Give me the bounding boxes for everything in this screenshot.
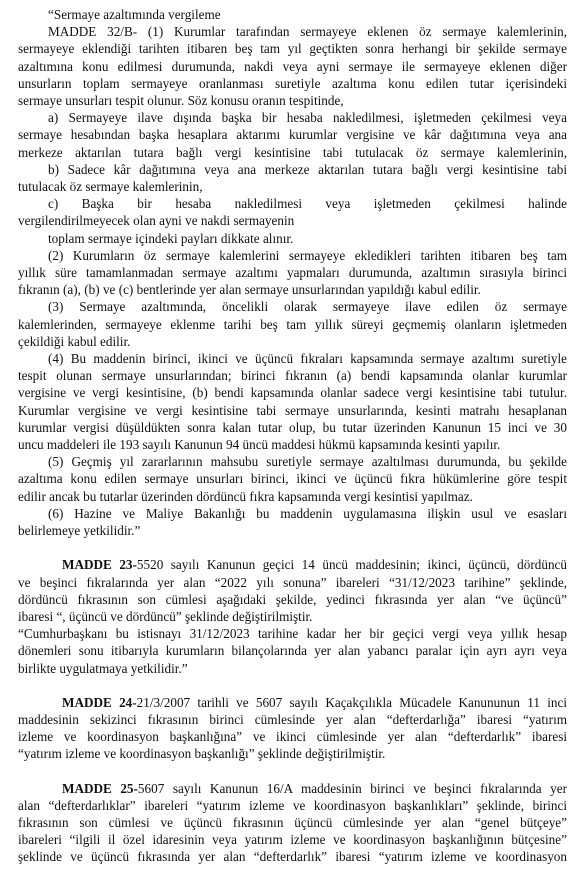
- article-text: 5520 sayılı Kanunun geçici 14 üncü maddesinin; ikinci, üçüncü, dördüncü: [136, 557, 567, 573]
- text-line: ibareleri “ilgili il özel idaresinin veya yatırım izleme ve koordinasyon başkanlığının bütçesine”: [18, 832, 567, 848]
- text-line: [18, 556, 567, 573]
- text-line: şeklinde ve üçüncü fıkrasında yer alan “defterdarlık” ibaresi “yatırım izleme ve koordinasyon: [18, 849, 567, 865]
- text-line: azaltıma konu edilen sermaye unsurları birinci, ikinci ve üçüncü fıkra hükümlerine göre tespit: [18, 471, 567, 487]
- text-line: a) Sermayeye ilave dışında başka bir hesaba nakledilmesi, işletmeden çekilmesi veya: [48, 110, 567, 126]
- article-text: 5607 sayılı Kanunun 16/A maddesinin birinci ve beşinci fıkralarında yer: [137, 780, 567, 796]
- text-line: c) Başka bir hesaba nakledilmesi veya işletmeden çekilmesi halinde: [48, 196, 567, 212]
- article-heading: MADDE 23-: [62, 557, 137, 573]
- madde-25-block: [18, 780, 567, 866]
- document-page: [18, 6, 567, 866]
- spacer: [18, 763, 567, 780]
- text-line: fıkrasının son cümlesi ve üçüncü fıkrasının üçüncü cümlesinde yer alan “genel bütçeye”: [18, 814, 567, 830]
- text-line: uncu maddeleri ile 193 sayılı Kanunun 94 üncü maddesi hükmü kapsamında kesinti yapılır.: [18, 437, 501, 453]
- madde-24-block: [18, 694, 567, 763]
- text-line: (2) Kurumların öz sermaye kalemlerini sermayeye ekledikleri tarihten itibaren beş tam: [48, 247, 567, 263]
- text-line: maddesinin sekizinci fıkrasının birinci cümlesinde yer alan “defterdarlığa” ibaresi “yatırım: [18, 711, 567, 727]
- text-line: (5) Geçmiş yıl zararlarının mahsubu suretiyle sermaye azaltılması durumunda, bu şekilde: [48, 454, 567, 470]
- text-line: vergilendirilmeyecek olan ayni ve nakdi sermayenin: [18, 213, 295, 229]
- text-line: MADDE 32/B- (1) Kurumlar tarafından sermayeye eklenen öz sermaye kalemlerinin,: [48, 24, 567, 40]
- text-line: sermayeye eklendiği tarihten itibaren beş tam yıl geçtikten sonra herhangi bir şekilde sermaye: [18, 41, 567, 57]
- text-line: [18, 780, 567, 797]
- text-line: toplam sermaye içindeki payları dikkate alınır.: [48, 230, 294, 246]
- text-line: alan “defterdarlıklar” ibareleri “yatırım izleme ve koordinasyon başkanlıkları” şeklinde, birinci: [18, 797, 567, 813]
- text-line: ve beşinci fıkralarında yer alan “2022 yılı sonuna” ibareleri “31/12/2023 tarihine” şeklinde,: [18, 574, 567, 590]
- text-line: tespit olunan sermaye unsurlarından; birinci fıkranın (a) bendi kapsamında olanlar kurumlar: [18, 368, 567, 384]
- article-heading: MADDE 24-: [62, 694, 137, 710]
- text-line: edilir ancak bu tutarlar üzerinden dördüncü fıkra kapsamında vergi kesintisi yapılmaz.: [18, 488, 473, 504]
- text-line: merkeze aktarılan tutara bağlı vergi kesintisine tabi tutulacak öz sermaye kalemlerinin,: [18, 144, 567, 160]
- text-line: (4) Bu maddenin birinci, ikinci ve üçüncü fıkraları kapsamında sermaye azaltımı suretiyle: [48, 351, 567, 367]
- text-line: “Cumhurbaşkanı bu istisnayı 31/12/2023 tarihine kadar her bir geçici vergi veya yıllık hesap: [18, 626, 567, 642]
- text-line: azaltımına konu edilmesi durumunda, nakdi veya ayni sermaye ile sermayeye eklenen diğer: [18, 58, 567, 74]
- text-line: dördüncü fıkrasının son cümlesi aşağıdaki şekilde, yedinci fıkrasında yer alan “ve üçüncü”: [18, 591, 567, 607]
- text-line: sermaye hesabından başka hesaplara aktarımı kurumlar vergisine ve kâr dağıtımına veya ana: [18, 127, 567, 143]
- text-line: sermaye unsurları tespit olunur. Söz konusu oranın tespitinde,: [18, 93, 344, 109]
- text-line: (3) Sermaye azaltımında, öncelikli olarak sermayeye ilave edilen öz sermaye: [48, 299, 567, 315]
- article-heading: MADDE 25-: [62, 780, 138, 796]
- text-line: çekildiği kabul edilir.: [18, 333, 131, 349]
- text-line: b) Sadece kâr dağıtımına veya ana merkeze aktarılan tutara bağlı vergi kesintisine tabi: [48, 161, 567, 177]
- text-line: dönemleri sonu itibarıyla kurumların bilançolarında yer alan yabancı paralar için ayrı ayrı veya: [18, 643, 567, 659]
- text-line: (6) Hazine ve Maliye Bakanlığı bu maddenin uygulamasına ilişkin usul ve esasları: [48, 505, 567, 521]
- text-line: fıkranın (a), (b) ve (c) bentlerinde yer alan sermaye unsurlarından yapıldığı kabul edilir.: [18, 282, 481, 298]
- text-line: izleme ve koordinasyon başkanlığına” ve ikinci cümlesinde yer alan “defterdarlık” ibaresi: [18, 729, 567, 745]
- text-line: yıllık süre tamamlanmadan sermaye azaltımı yapmaları durumunda, azaltımın sırasıyla birinci: [18, 265, 567, 281]
- text-line: ibaresi “, üçüncü ve dördüncü” şeklinde değiştirilmiştir.: [18, 608, 313, 624]
- text-line: “Sermaye azaltımında vergileme: [48, 7, 221, 22]
- spacer: [18, 677, 567, 694]
- article-text: 21/3/2007 tarihli ve 5607 sayılı Kaçakçılıkla Mücadele Kanununun 11 inci: [136, 694, 567, 710]
- text-line: [18, 694, 567, 711]
- spacer: [18, 539, 567, 556]
- text-line: tutulacak öz sermaye kalemlerinin,: [18, 179, 203, 195]
- text-line: unsurların toplam sermayeye oranlanması suretiyle azaltıma konu edilen tutar içerisindeki: [18, 75, 567, 91]
- madde-23-block: [18, 556, 567, 676]
- text-line: Kurumlar vergisine ve vergi kesintisine tabi sermaye unsurlarında, kesinti matrahı hesaplanan: [18, 402, 567, 418]
- text-line: “yatırım izleme ve koordinasyon başkanlığı” şeklinde değiştirilmiştir.: [18, 746, 386, 762]
- text-line: belirlemeye yetkilidir.”: [18, 523, 141, 539]
- text-line: kalemlerinden, sermayeye eklenme tarihi beş tam yıllık süreyi geçmemiş olanların işletmeden: [18, 316, 567, 332]
- madde-32b-block: [18, 6, 567, 539]
- text-line: kurumlar vergisi düşüldükten sonra kalan tutar olup, bu tutar üzerinden Kanunun 15 inci ve 30: [18, 419, 567, 435]
- text-line: birlikte uygulatmaya yetkilidir.”: [18, 660, 188, 676]
- text-line: vergisine ve vergi kesintisine, (b) bendi kapsamında olanlar sadece vergi kesintisine tabi tutulur.: [18, 385, 567, 401]
